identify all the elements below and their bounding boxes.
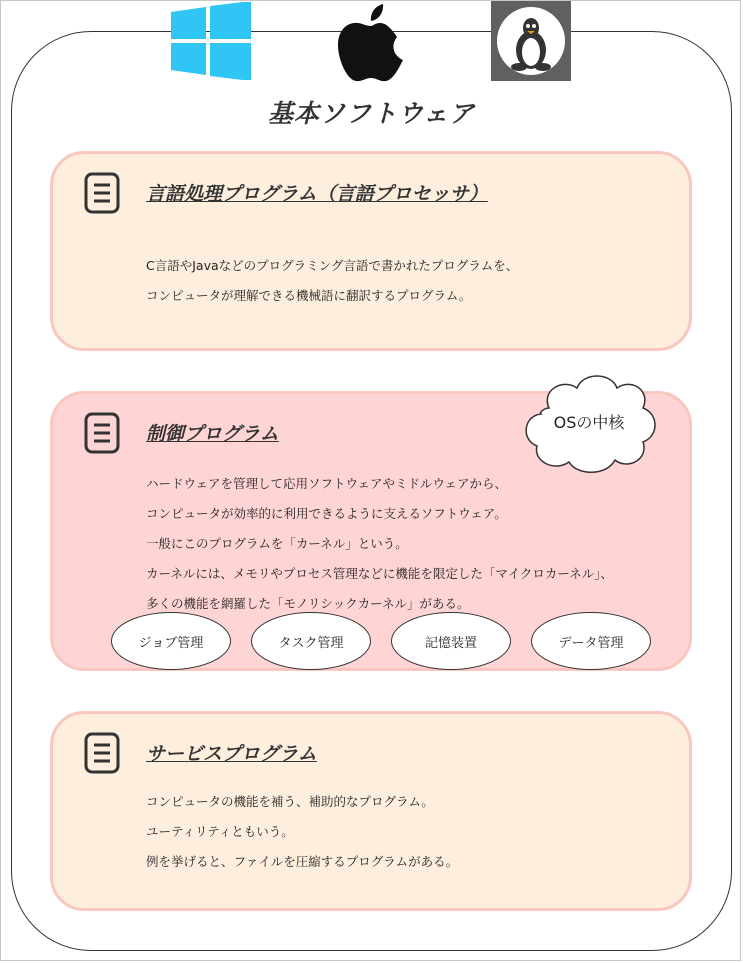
windows-icon — [171, 2, 251, 80]
language-processor-card — [50, 151, 692, 351]
page-title: 基本ソフトウェア — [267, 99, 475, 128]
card-text: 例を挙げると、ファイルを圧縮するプログラムがある。 — [146, 854, 459, 869]
function-task-management: タスク管理 — [251, 612, 371, 670]
function-storage: 記憶装置 — [391, 612, 511, 670]
function-data-management: データ管理 — [531, 612, 651, 670]
service-program-card — [50, 711, 692, 911]
linux-icon — [491, 1, 571, 81]
apple-icon — [337, 2, 405, 82]
card-text: カーネルには、メモリやプロセス管理などに機能を限定した「マイクロカーネル」、 — [146, 566, 614, 581]
document-icon — [84, 732, 120, 774]
card-text: C言語やJavaなどのプログラミング言語で書かれたプログラムを、 — [146, 258, 519, 273]
document-icon — [84, 412, 120, 454]
card-text: コンピュータが理解できる機械語に翻訳するプログラム。 — [146, 288, 472, 303]
document-icon — [84, 172, 120, 214]
card-title: 制御プログラム — [146, 423, 279, 445]
card-text: ユーティリティともいう。 — [146, 824, 294, 839]
card-title: 言語処理プログラム（言語プロセッサ） — [146, 183, 488, 205]
os-core-label: OSの中核 — [553, 413, 625, 432]
card-text: コンピュータが効率的に利用できるように支えるソフトウェア。 — [146, 506, 507, 521]
card-text: ハードウェアを管理して応用ソフトウェアやミドルウェアから、 — [146, 476, 508, 491]
card-title: サービスプログラム — [146, 743, 317, 765]
card-text: 一般にこのプログラムを「カーネル」という。 — [146, 536, 408, 551]
card-text: 多くの機能を網羅した「モノリシックカーネル」がある。 — [146, 596, 470, 611]
function-job-management: ジョブ管理 — [111, 612, 231, 670]
card-text: コンピュータの機能を補う、補助的なプログラム。 — [146, 794, 434, 809]
